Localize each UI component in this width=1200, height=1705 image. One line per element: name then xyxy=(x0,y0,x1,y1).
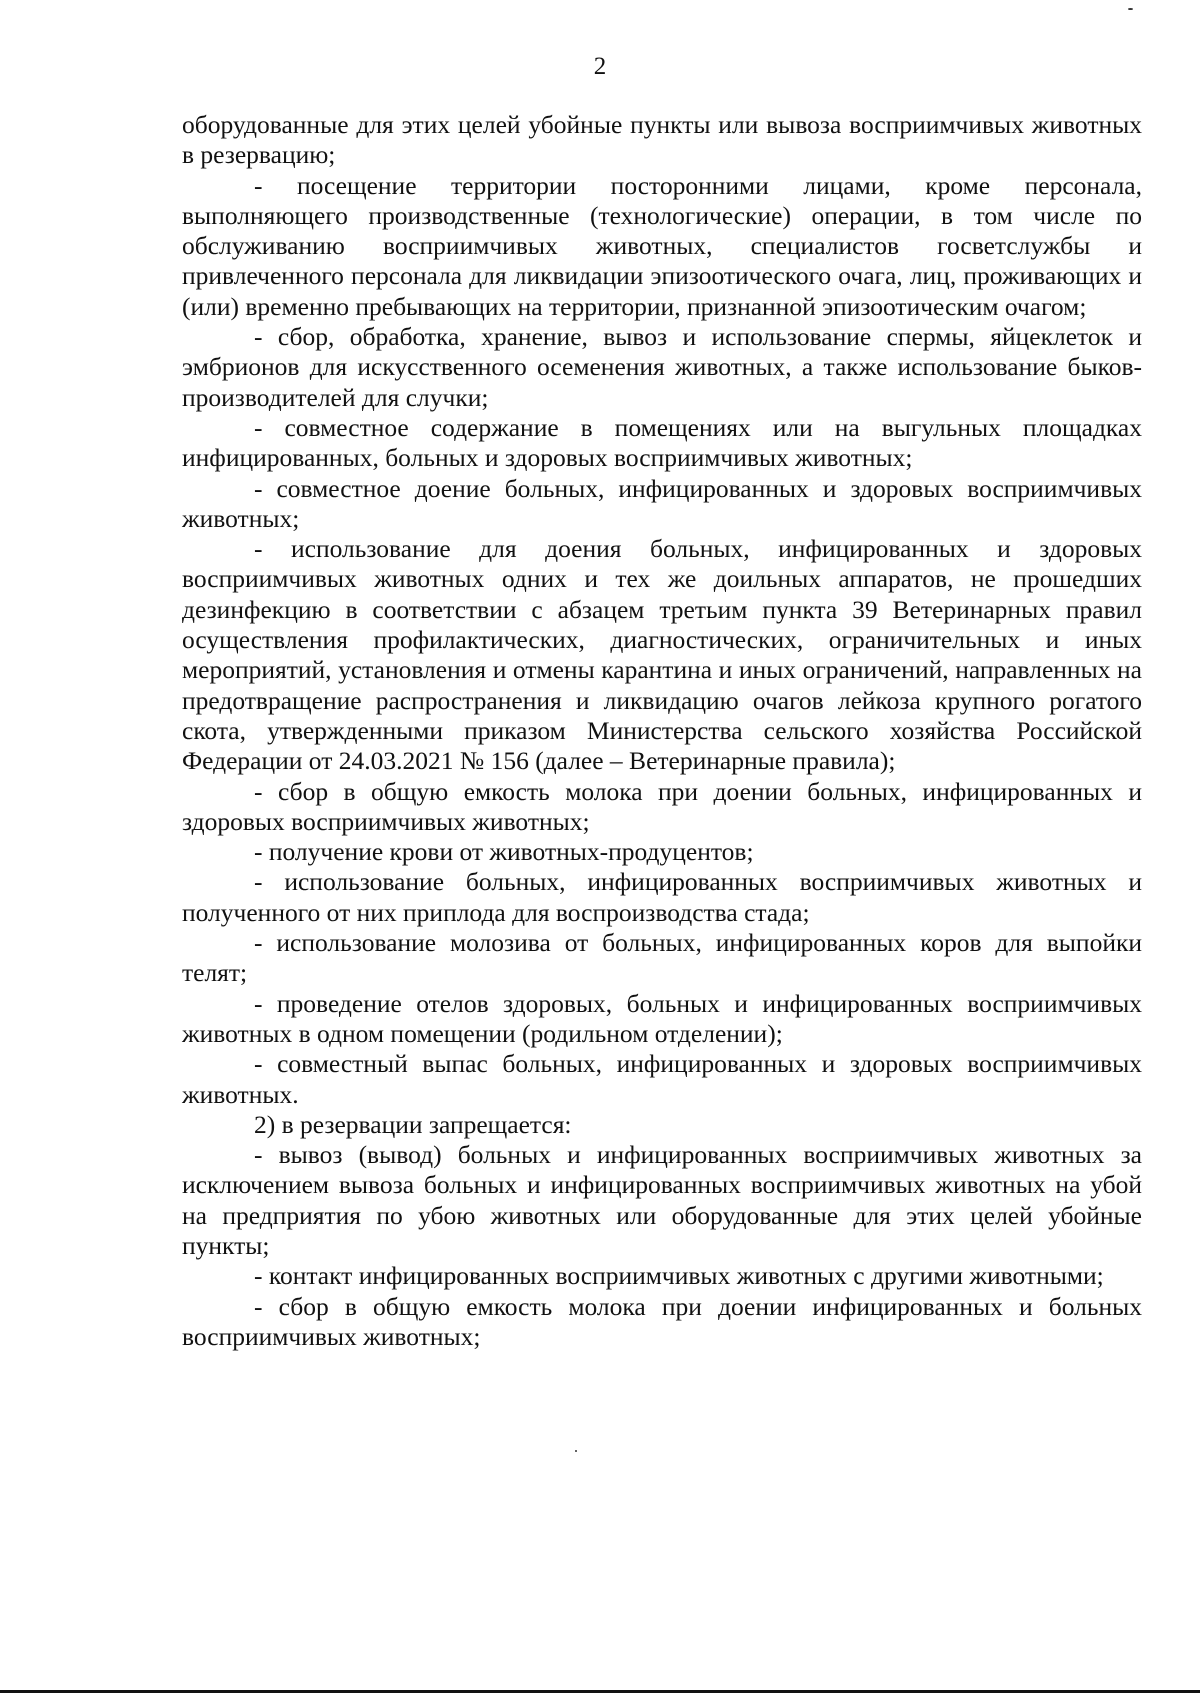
paragraph: - проведение отелов здоровых, больных и инфицированных восприимчивых животных в одном помещении (родильном отделении); xyxy=(182,988,1142,1048)
paragraph: - совместный выпас больных, инфицированных и здоровых восприимчивых животных. xyxy=(182,1049,1142,1109)
scan-speck xyxy=(575,1450,577,1452)
scan-speck xyxy=(1128,8,1133,10)
paragraph: - использование больных, инфицированных восприимчивых животных и полученного от них приплода для воспроизводства стада; xyxy=(182,867,1142,927)
paragraph: - вывоз (вывод) больных и инфицированных восприимчивых животных за исключением вывоза больных и инфицированных восприимчивых животных на убой на предприятия по убою животных или оборудованные для этих целей убойные пункты; xyxy=(182,1140,1142,1260)
paragraph: - использование молозива от больных, инфицированных коров для выпойки телят; xyxy=(182,928,1142,988)
document-body xyxy=(182,110,1142,1352)
paragraph: - совместное содержание в помещениях или на выгульных площадках инфицированных, больных и здоровых восприимчивых животных; xyxy=(182,412,1142,473)
paragraph: - сбор в общую емкость молока при доении больных, инфицированных и здоровых восприимчивых животных; xyxy=(182,776,1142,836)
paragraph: - сбор, обработка, хранение, вывоз и использование спермы, яйцеклеток и эмбрионов для искусственного осеменения животных, а также использование быков-производителей для случки; xyxy=(182,322,1142,412)
paragraph: оборудованные для этих целей убойные пункты или вывоза восприимчивых животных в резервацию; xyxy=(182,110,1142,170)
paragraph: - посещение территории посторонними лицами, кроме персонала, выполняющего производственные (технологические) операции, в том числе по обслуживанию восприимчивых животных, специалистов госветслужбы и привлеченного персонала для ликвидации эпизоотического очага, лиц, проживающих и (или) временно пребывающих на территории, признанной эпизоотическим очагом; xyxy=(182,170,1142,321)
scan-edge-line xyxy=(0,1690,1200,1693)
paragraph: - получение крови от животных-продуцентов; xyxy=(254,837,754,867)
paragraph: - сбор в общую емкость молока при доении инфицированных и больных восприимчивых животных; xyxy=(182,1291,1142,1351)
paragraph: 2) в резервации запрещается: xyxy=(254,1109,572,1139)
paragraph: - совместное доение больных, инфицированных и здоровых восприимчивых животных; xyxy=(182,473,1142,533)
paragraph: - контакт инфицированных восприимчивых животных с другими животными; xyxy=(254,1261,1104,1291)
paragraph: - использование для доения больных, инфицированных и здоровых восприимчивых животных одних и тех же доильных аппаратов, не прошедших дезинфекцию в соответствии с абзацем третьим пункта 39 Ветеринарных правил осуществления профилактических, диагностических, ограничительных и иных мероприятий, установления и отмены карантина и иных ограничений, направленных на предотвращение распространения и ликвидацию очагов лейкоза крупного рогатого скота, утвержденными приказом Министерства сельского хозяйства Российской Федерации от 24.03.2021 № 156 (далее – Ветеринарные правила); xyxy=(182,534,1142,776)
page-number: 2 xyxy=(593,53,607,80)
